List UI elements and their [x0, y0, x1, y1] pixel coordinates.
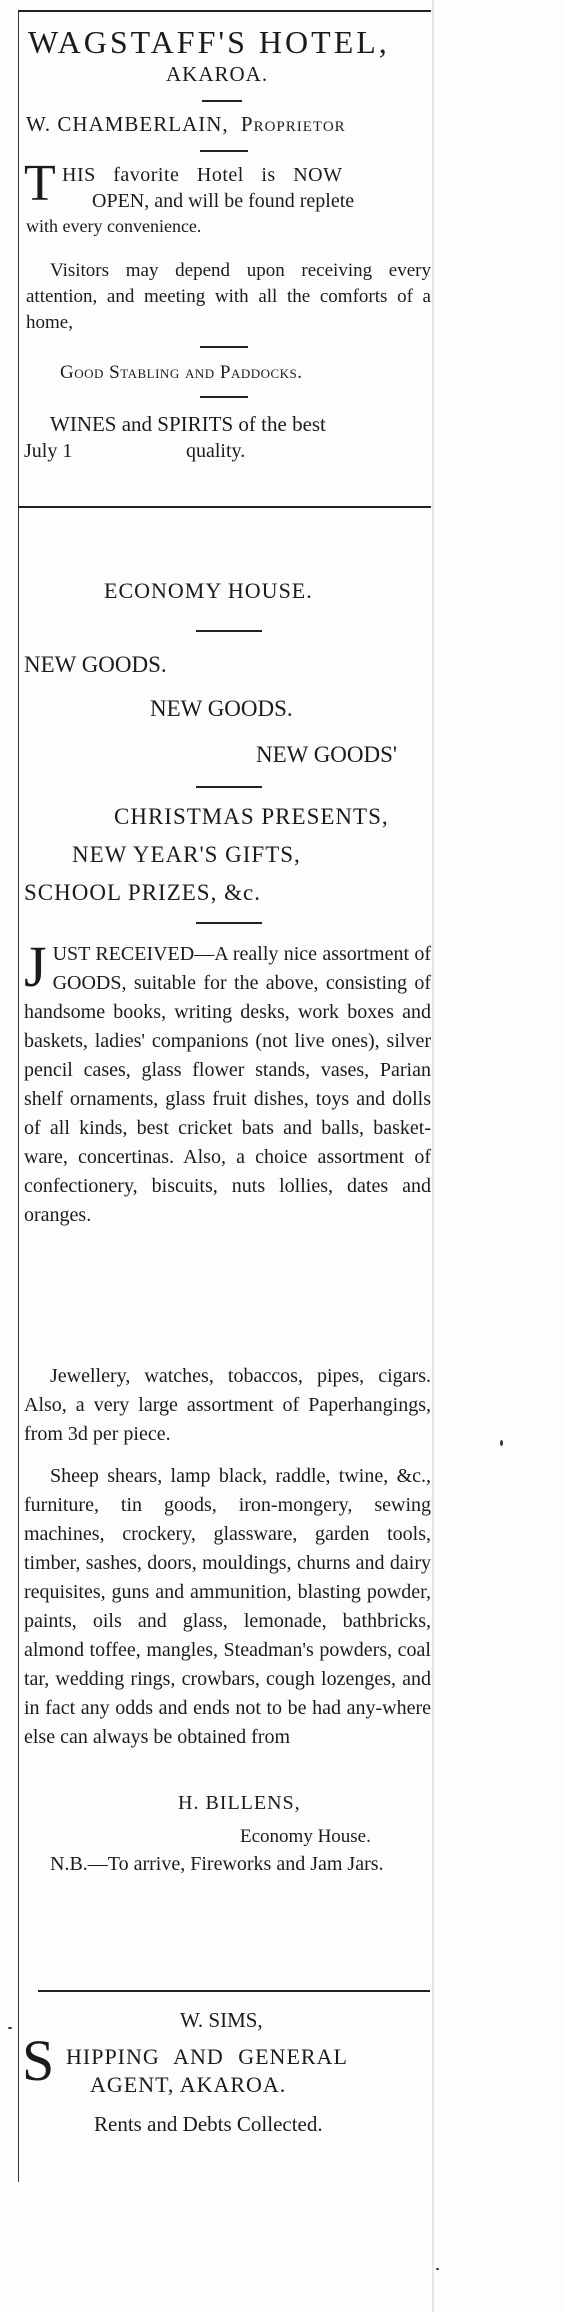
jewellery-paragraph: Jewellery, watches, tobaccos, pipes, cigars. Also, a very large assortment of Paperhangings, from 3d per piece. — [24, 1365, 431, 1445]
quality-line: quality. — [186, 440, 246, 462]
divider — [196, 786, 262, 788]
nb-paragraph: N.B.—To arrive, Fireworks and Jam Jars. — [50, 1853, 384, 1875]
wines-line: WINES and SPIRITS of the best — [50, 412, 326, 436]
received-paragraph — [24, 934, 431, 1230]
column-right-edge — [432, 0, 434, 2312]
print-speck — [8, 2027, 12, 2029]
new-year-line: NEW YEAR'S GIFTS, — [72, 842, 301, 867]
divider — [196, 630, 262, 632]
divider — [200, 346, 248, 348]
open-line-1: HIS favorite Hotel is NOW — [62, 164, 343, 186]
proprietor-label: Proprietor — [240, 112, 346, 136]
received-dropcap: J — [24, 934, 47, 999]
new-goods-1: NEW GOODS. — [24, 652, 167, 677]
new-goods-2: NEW GOODS. — [150, 696, 293, 721]
sims-line-1: HIPPING AND GENERAL — [66, 2044, 348, 2069]
signature-place: Economy House. — [240, 1826, 371, 1847]
stabling-line: Good Stabling and Paddocks. — [60, 362, 303, 383]
christmas-line: CHRISTMAS PRESENTS, — [114, 804, 389, 829]
rents-line: Rents and Debts Collected. — [94, 2112, 323, 2136]
signature-name: H. BILLENS, — [178, 1792, 301, 1814]
divider — [202, 100, 242, 102]
hotel-location: AKAROA. — [166, 62, 269, 86]
new-goods-3: NEW GOODS' — [256, 742, 398, 767]
section-rule — [38, 1990, 430, 1992]
open-line-3: with every convenience. — [26, 216, 202, 236]
section-rule — [18, 506, 431, 508]
open-dropcap: T — [24, 155, 56, 212]
divider — [200, 396, 248, 398]
open-line-2: OPEN, and will be found replete — [92, 190, 355, 212]
print-speck — [436, 2268, 439, 2270]
received-text: UST RECEIVED—A really nice assortment of GOODS, suitable for the above, consisting of handsome books, writing desks, work boxes and baskets, ladies' companions (not live ones), silver pencil cases, glass flower stands, vases, Parian shelf ornaments, glass fruit dishes, toys and dolls of all kinds, best cricket bats and balls, basket-ware, concertinas. Also, a choice assortment of confectionery, biscuits, nuts lollies, dates and oranges. — [24, 943, 431, 1226]
sims-name: W. SIMS, — [180, 2008, 263, 2032]
date-line: July 1 — [24, 440, 73, 462]
sims-dropcap: S — [22, 2028, 55, 2093]
divider — [196, 922, 262, 924]
sims-line-2: AGENT, AKAROA. — [90, 2072, 287, 2097]
sheep-paragraph: Sheep shears, lamp black, raddle, twine, &c., furniture, tin goods, iron-mongery, sewing machines, crockery, glassware, garden tools, timber, sashes, doors, mouldings, churns and dairy requisites, guns and ammunition, blasting powder, paints, oils and glass, lemonade, bathbricks, almond toffee, mangles, Steadman's powders, coal tar, wedding rings, crowbars, cough lozenges, and in fact any odds and ends not to be had any-where else can always be obtained from — [24, 1465, 431, 1748]
top-rule — [18, 10, 431, 12]
economy-title: ECONOMY HOUSE. — [104, 578, 313, 603]
proprietor-line — [26, 112, 346, 137]
hotel-title: WAGSTAFF'S HOTEL, — [28, 24, 390, 60]
column-left-rule — [18, 12, 19, 2182]
proprietor-name: W. CHAMBERLAIN, — [26, 112, 229, 136]
school-line: SCHOOL PRIZES, &c. — [24, 880, 261, 905]
visitors-paragraph: Visitors may depend upon receiving every attention, and meeting with all the comforts of a home, — [26, 260, 431, 333]
divider — [200, 150, 248, 152]
print-speck — [500, 1440, 503, 1446]
